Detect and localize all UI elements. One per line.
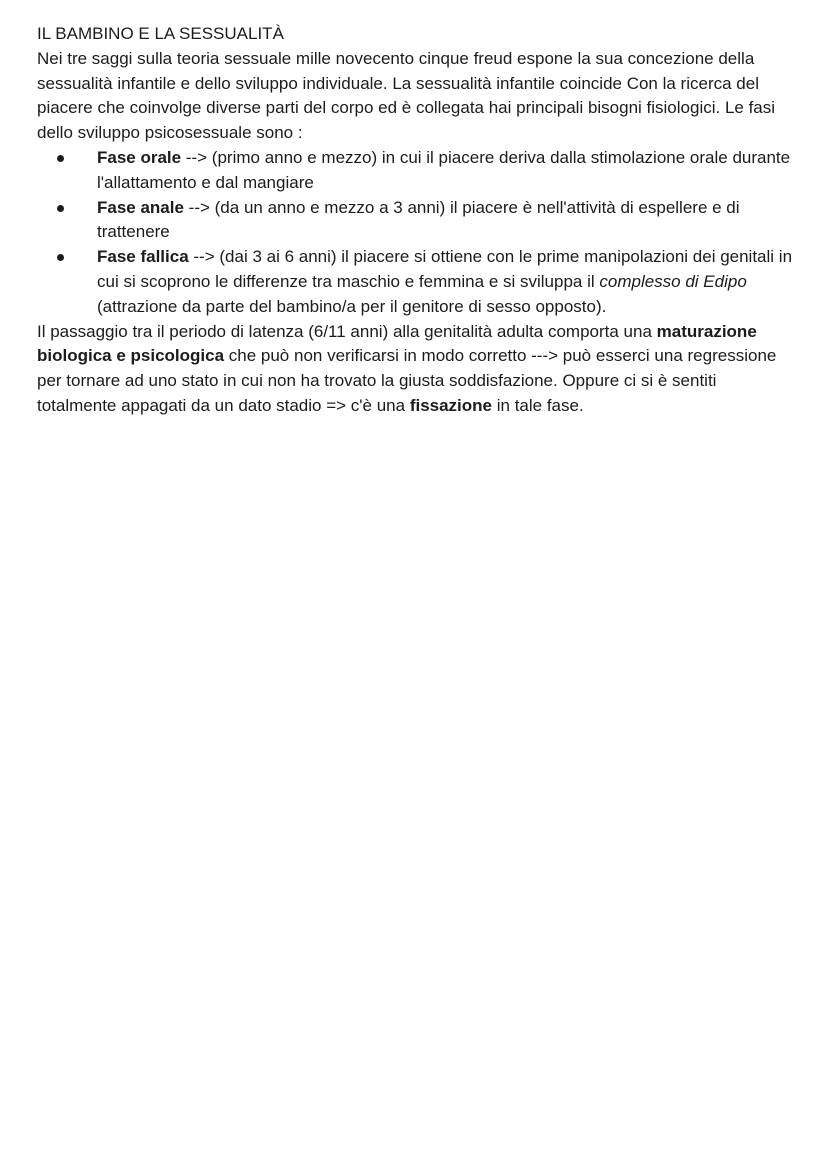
closing-text-2: che può non verificarsi in modo corretto ---> può esserci una regressione per tornare ad uno stato in cui non ha trovato la giusta soddisfazione. Oppure ci si è sentiti totalmente appagati da un dato stadio => c'è una [37, 346, 777, 415]
phase-text: --> (da un anno e mezzo a 3 anni) il piacere è nell'attività di espellere e di trattenere [97, 197, 740, 242]
list-item [37, 196, 797, 246]
closing-bold-1: maturazione biologica e psicologica [37, 321, 757, 366]
closing-text-3: in tale fase. [492, 395, 584, 415]
phase-term: Fase fallica [97, 247, 189, 267]
phase-text-after: (attrazione da parte del bambino/a per il genitore di sesso opposto). [97, 296, 607, 316]
phase-italic-term: complesso di Edipo [599, 271, 747, 291]
phases-list [37, 146, 797, 320]
phase-text: --> (primo anno e mezzo) in cui il piacere deriva dalla stimolazione orale durante l'allattamento e dal mangiare [97, 147, 791, 192]
list-item [37, 245, 797, 319]
phase-text: --> (dai 3 ai 6 anni) il piacere si ottiene con le prime manipolazioni dei genitali in cui si scoprono le differenze tra maschio e femmina e si sviluppa il [97, 247, 793, 291]
closing-text-1: Il passaggio tra il periodo di latenza (6/11 anni) alla genitalità adulta comporta una [37, 321, 657, 341]
bullet-icon [57, 205, 64, 212]
intro-paragraph: Nei tre saggi sulla teoria sessuale mille novecento cinque freud espone la sua concezione della sessualità infantile e dello sviluppo individuale. La sessualità infantile coincide Con la ricerca del piacere che coinvolge diverse parti del corpo ed è collegata hai principali bisogni fisiologici. Le fasi dello sviluppo psicosessuale sono : [37, 48, 776, 143]
bullet-icon [57, 155, 64, 162]
document-title: IL BAMBINO E LA SESSUALITÀ [37, 24, 284, 43]
list-item [37, 146, 797, 196]
closing-bold-2: fissazione [409, 395, 493, 415]
phase-term: Fase anale [97, 197, 184, 217]
bullet-icon [57, 254, 64, 261]
closing-paragraph [37, 320, 797, 419]
document-page [37, 22, 797, 419]
phase-term: Fase orale [97, 147, 182, 167]
